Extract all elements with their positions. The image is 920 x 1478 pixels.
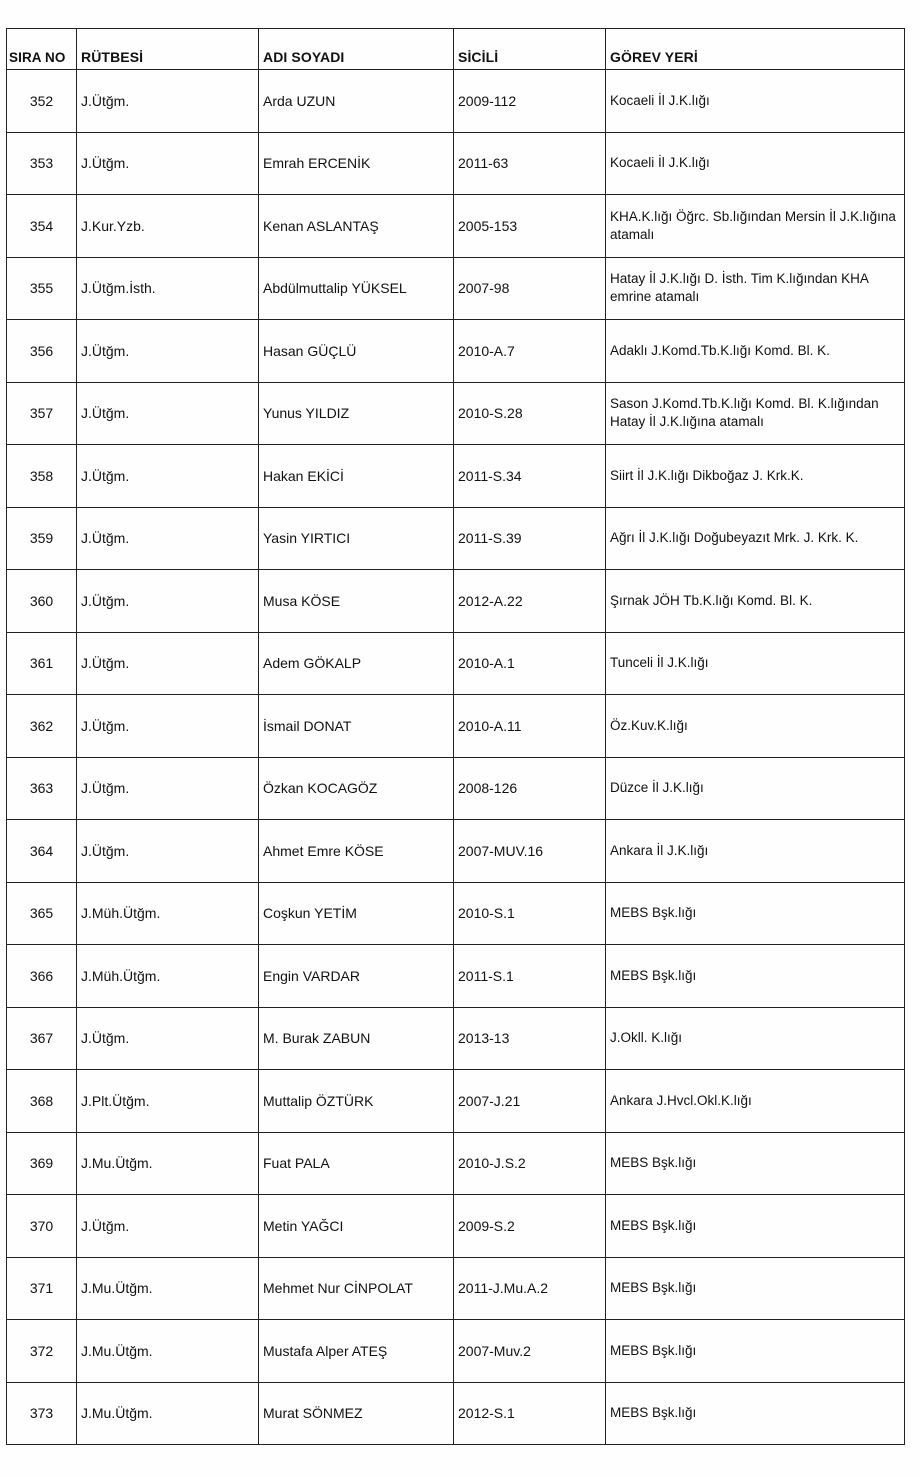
cell-duty-station: MEBS Bşk.lığı	[606, 945, 905, 1008]
table-row	[7, 632, 905, 695]
cell-full-name: Özkan KOCAGÖZ	[259, 757, 454, 820]
cell-sequence-number: 369	[7, 1132, 77, 1195]
table-row	[7, 570, 905, 633]
table-row	[7, 382, 905, 445]
cell-sequence-number: 363	[7, 757, 77, 820]
cell-sequence-number: 354	[7, 195, 77, 258]
table-row	[7, 757, 905, 820]
cell-full-name: Musa KÖSE	[259, 570, 454, 633]
header-row	[7, 29, 905, 70]
table-row	[7, 695, 905, 758]
cell-duty-station: Hatay İl J.K.lığı D. İsth. Tim K.lığından KHA emrine atamalı	[606, 257, 905, 320]
cell-rank: J.Ütğm.İsth.	[77, 257, 259, 320]
table-row	[7, 1320, 905, 1383]
cell-sequence-number: 371	[7, 1257, 77, 1320]
cell-sequence-number: 352	[7, 70, 77, 133]
cell-rank: J.Ütğm.	[77, 820, 259, 883]
cell-duty-station: Öz.Kuv.K.lığı	[606, 695, 905, 758]
cell-duty-station: MEBS Bşk.lığı	[606, 882, 905, 945]
cell-full-name: Engin VARDAR	[259, 945, 454, 1008]
cell-duty-station: Ankara İl J.K.lığı	[606, 820, 905, 883]
cell-sequence-number: 358	[7, 445, 77, 508]
cell-rank: J.Müh.Ütğm.	[77, 945, 259, 1008]
cell-rank: J.Ütğm.	[77, 132, 259, 195]
cell-full-name: Hasan GÜÇLÜ	[259, 320, 454, 383]
header-rank: RÜTBESİ	[77, 29, 259, 70]
cell-registry-number: 2011-S.34	[454, 445, 606, 508]
cell-rank: J.Ütğm.	[77, 507, 259, 570]
cell-registry-number: 2010-S.28	[454, 382, 606, 445]
cell-registry-number: 2011-J.Mu.A.2	[454, 1257, 606, 1320]
cell-duty-station: Düzce İl J.K.lığı	[606, 757, 905, 820]
cell-registry-number: 2005-153	[454, 195, 606, 258]
cell-registry-number: 2010-A.11	[454, 695, 606, 758]
cell-full-name: İsmail DONAT	[259, 695, 454, 758]
cell-sequence-number: 355	[7, 257, 77, 320]
cell-registry-number: 2012-A.22	[454, 570, 606, 633]
cell-rank: J.Mu.Ütğm.	[77, 1132, 259, 1195]
cell-rank: J.Müh.Ütğm.	[77, 882, 259, 945]
cell-sequence-number: 366	[7, 945, 77, 1008]
cell-full-name: Ahmet Emre KÖSE	[259, 820, 454, 883]
table-row	[7, 1132, 905, 1195]
cell-rank: J.Ütğm.	[77, 70, 259, 133]
cell-registry-number: 2010-J.S.2	[454, 1132, 606, 1195]
cell-duty-station: MEBS Bşk.lığı	[606, 1382, 905, 1445]
table-row	[7, 70, 905, 133]
cell-registry-number: 2009-S.2	[454, 1195, 606, 1258]
cell-registry-number: 2010-S.1	[454, 882, 606, 945]
cell-rank: J.Mu.Ütğm.	[77, 1382, 259, 1445]
cell-full-name: Adem GÖKALP	[259, 632, 454, 695]
cell-full-name: Arda UZUN	[259, 70, 454, 133]
cell-full-name: Murat SÖNMEZ	[259, 1382, 454, 1445]
table-row	[7, 132, 905, 195]
cell-rank: J.Ütğm.	[77, 632, 259, 695]
cell-sequence-number: 353	[7, 132, 77, 195]
cell-full-name: Emrah ERCENİK	[259, 132, 454, 195]
table-row	[7, 1070, 905, 1133]
cell-rank: J.Ütğm.	[77, 757, 259, 820]
cell-full-name: Fuat PALA	[259, 1132, 454, 1195]
cell-duty-station: MEBS Bşk.lığı	[606, 1320, 905, 1383]
table-row	[7, 1257, 905, 1320]
table-header	[7, 29, 905, 70]
cell-rank: J.Ütğm.	[77, 1195, 259, 1258]
cell-rank: J.Ütğm.	[77, 445, 259, 508]
cell-duty-station: Tunceli İl J.K.lığı	[606, 632, 905, 695]
cell-sequence-number: 364	[7, 820, 77, 883]
table-row	[7, 445, 905, 508]
cell-duty-station: Şırnak JÖH Tb.K.lığı Komd. Bl. K.	[606, 570, 905, 633]
table-row	[7, 195, 905, 258]
cell-full-name: M. Burak ZABUN	[259, 1007, 454, 1070]
cell-rank: J.Ütğm.	[77, 1007, 259, 1070]
cell-duty-station: KHA.K.lığı Öğrc. Sb.lığından Mersin İl J.K.lığına atamalı	[606, 195, 905, 258]
cell-rank: J.Ütğm.	[77, 320, 259, 383]
cell-registry-number: 2007-98	[454, 257, 606, 320]
cell-rank: J.Ütğm.	[77, 570, 259, 633]
header-registry-number: SİCİLİ	[454, 29, 606, 70]
table-row	[7, 320, 905, 383]
cell-registry-number: 2012-S.1	[454, 1382, 606, 1445]
cell-full-name: Yunus YILDIZ	[259, 382, 454, 445]
cell-sequence-number: 362	[7, 695, 77, 758]
cell-rank: J.Ütğm.	[77, 695, 259, 758]
cell-registry-number: 2010-A.7	[454, 320, 606, 383]
cell-registry-number: 2008-126	[454, 757, 606, 820]
personnel-assignment-table	[6, 28, 905, 1445]
cell-sequence-number: 360	[7, 570, 77, 633]
cell-full-name: Abdülmuttalip YÜKSEL	[259, 257, 454, 320]
cell-rank: J.Mu.Ütğm.	[77, 1257, 259, 1320]
header-duty-station: GÖREV YERİ	[606, 29, 905, 70]
table-row	[7, 1382, 905, 1445]
cell-sequence-number: 372	[7, 1320, 77, 1383]
cell-sequence-number: 368	[7, 1070, 77, 1133]
cell-full-name: Coşkun YETİM	[259, 882, 454, 945]
cell-full-name: Kenan ASLANTAŞ	[259, 195, 454, 258]
cell-rank: J.Ütğm.	[77, 382, 259, 445]
cell-registry-number: 2013-13	[454, 1007, 606, 1070]
cell-sequence-number: 370	[7, 1195, 77, 1258]
cell-duty-station: Kocaeli İl J.K.lığı	[606, 70, 905, 133]
cell-duty-station: Adaklı J.Komd.Tb.K.lığı Komd. Bl. K.	[606, 320, 905, 383]
cell-registry-number: 2011-S.39	[454, 507, 606, 570]
cell-rank: J.Mu.Ütğm.	[77, 1320, 259, 1383]
cell-registry-number: 2007-Muv.2	[454, 1320, 606, 1383]
cell-duty-station: Siirt İl J.K.lığı Dikboğaz J. Krk.K.	[606, 445, 905, 508]
header-sequence-number: SIRA NO	[7, 29, 77, 70]
cell-duty-station: Sason J.Komd.Tb.K.lığı Komd. Bl. K.lığından Hatay İl J.K.lığına atamalı	[606, 382, 905, 445]
cell-sequence-number: 367	[7, 1007, 77, 1070]
cell-sequence-number: 359	[7, 507, 77, 570]
header-full-name: ADI SOYADI	[259, 29, 454, 70]
table-row	[7, 945, 905, 1008]
table-row	[7, 1007, 905, 1070]
table-row	[7, 1195, 905, 1258]
cell-duty-station: MEBS Bşk.lığı	[606, 1195, 905, 1258]
cell-sequence-number: 356	[7, 320, 77, 383]
table-row	[7, 882, 905, 945]
cell-full-name: Mehmet Nur CİNPOLAT	[259, 1257, 454, 1320]
cell-registry-number: 2010-A.1	[454, 632, 606, 695]
cell-registry-number: 2009-112	[454, 70, 606, 133]
table-row	[7, 257, 905, 320]
cell-full-name: Yasin YIRTICI	[259, 507, 454, 570]
cell-duty-station: MEBS Bşk.lığı	[606, 1257, 905, 1320]
cell-registry-number: 2011-63	[454, 132, 606, 195]
cell-sequence-number: 373	[7, 1382, 77, 1445]
cell-full-name: Muttalip ÖZTÜRK	[259, 1070, 454, 1133]
cell-full-name: Metin YAĞCI	[259, 1195, 454, 1258]
cell-duty-station: Kocaeli İl J.K.lığı	[606, 132, 905, 195]
cell-rank: J.Plt.Ütğm.	[77, 1070, 259, 1133]
cell-duty-station: Ağrı İl J.K.lığı Doğubeyazıt Mrk. J. Krk. K.	[606, 507, 905, 570]
table-row	[7, 507, 905, 570]
cell-full-name: Mustafa Alper ATEŞ	[259, 1320, 454, 1383]
cell-registry-number: 2007-MUV.16	[454, 820, 606, 883]
cell-duty-station: Ankara J.Hvcl.Okl.K.lığı	[606, 1070, 905, 1133]
cell-full-name: Hakan EKİCİ	[259, 445, 454, 508]
cell-duty-station: J.Okll. K.lığı	[606, 1007, 905, 1070]
cell-rank: J.Kur.Yzb.	[77, 195, 259, 258]
table-row	[7, 820, 905, 883]
cell-registry-number: 2011-S.1	[454, 945, 606, 1008]
table-body	[7, 70, 905, 1445]
cell-sequence-number: 357	[7, 382, 77, 445]
cell-registry-number: 2007-J.21	[454, 1070, 606, 1133]
cell-sequence-number: 365	[7, 882, 77, 945]
cell-sequence-number: 361	[7, 632, 77, 695]
cell-duty-station: MEBS Bşk.lığı	[606, 1132, 905, 1195]
